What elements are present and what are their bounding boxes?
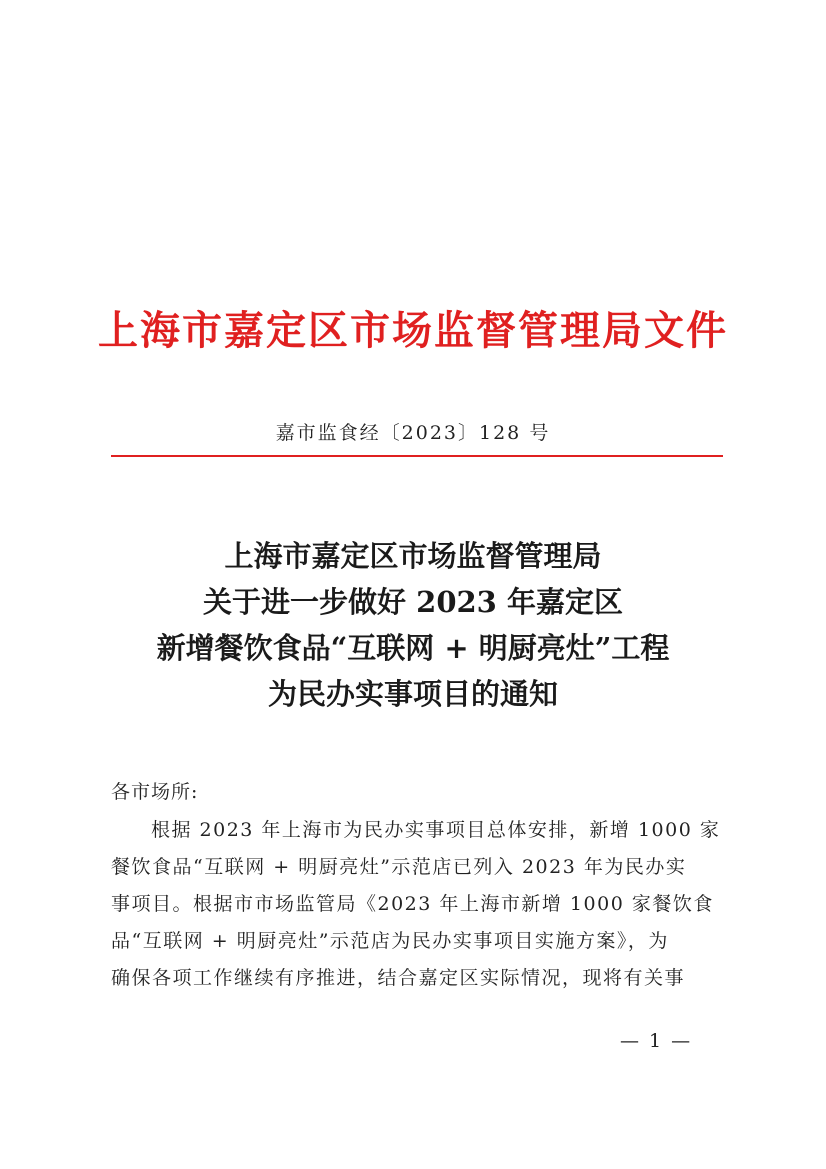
notice-title-line: 新增餐饮食品“互联网 + 明厨亮灶”工程 xyxy=(156,631,670,665)
notice-title-line: 上海市嘉定区市场监督管理局 xyxy=(224,539,602,573)
body-line: 事项目。根据市市场监管局《2023 年上海市新增 1000 家餐饮食 xyxy=(111,893,714,915)
notice-title-line: 为民办实事项目的通知 xyxy=(267,677,558,711)
red-separator-line xyxy=(111,455,723,457)
page-number: — 1 — xyxy=(620,1030,693,1052)
body-paragraph xyxy=(111,815,731,1000)
body-line: 餐饮食品“互联网 + 明厨亮灶”示范店已列入 2023 年为民办实 xyxy=(111,856,687,878)
issuing-authority-header: 上海市嘉定区市场监督管理局文件 xyxy=(98,307,728,354)
body-line: 品“互联网 + 明厨亮灶”示范店为民办实事项目实施方案》，为 xyxy=(111,930,669,952)
body-line: 根据 2023 年上海市为民办实事项目总体安排，新增 1000 家 xyxy=(151,819,721,841)
notice-title xyxy=(0,533,826,717)
salutation: 各市场所: xyxy=(111,781,199,803)
body-line: 确保各项工作继续有序推进，结合嘉定区实际情况，现将有关事 xyxy=(111,967,686,989)
notice-title-line: 关于进一步做好 2023 年嘉定区 xyxy=(203,585,623,619)
document-number: 嘉市监食经〔2023〕128 号 xyxy=(275,422,551,444)
